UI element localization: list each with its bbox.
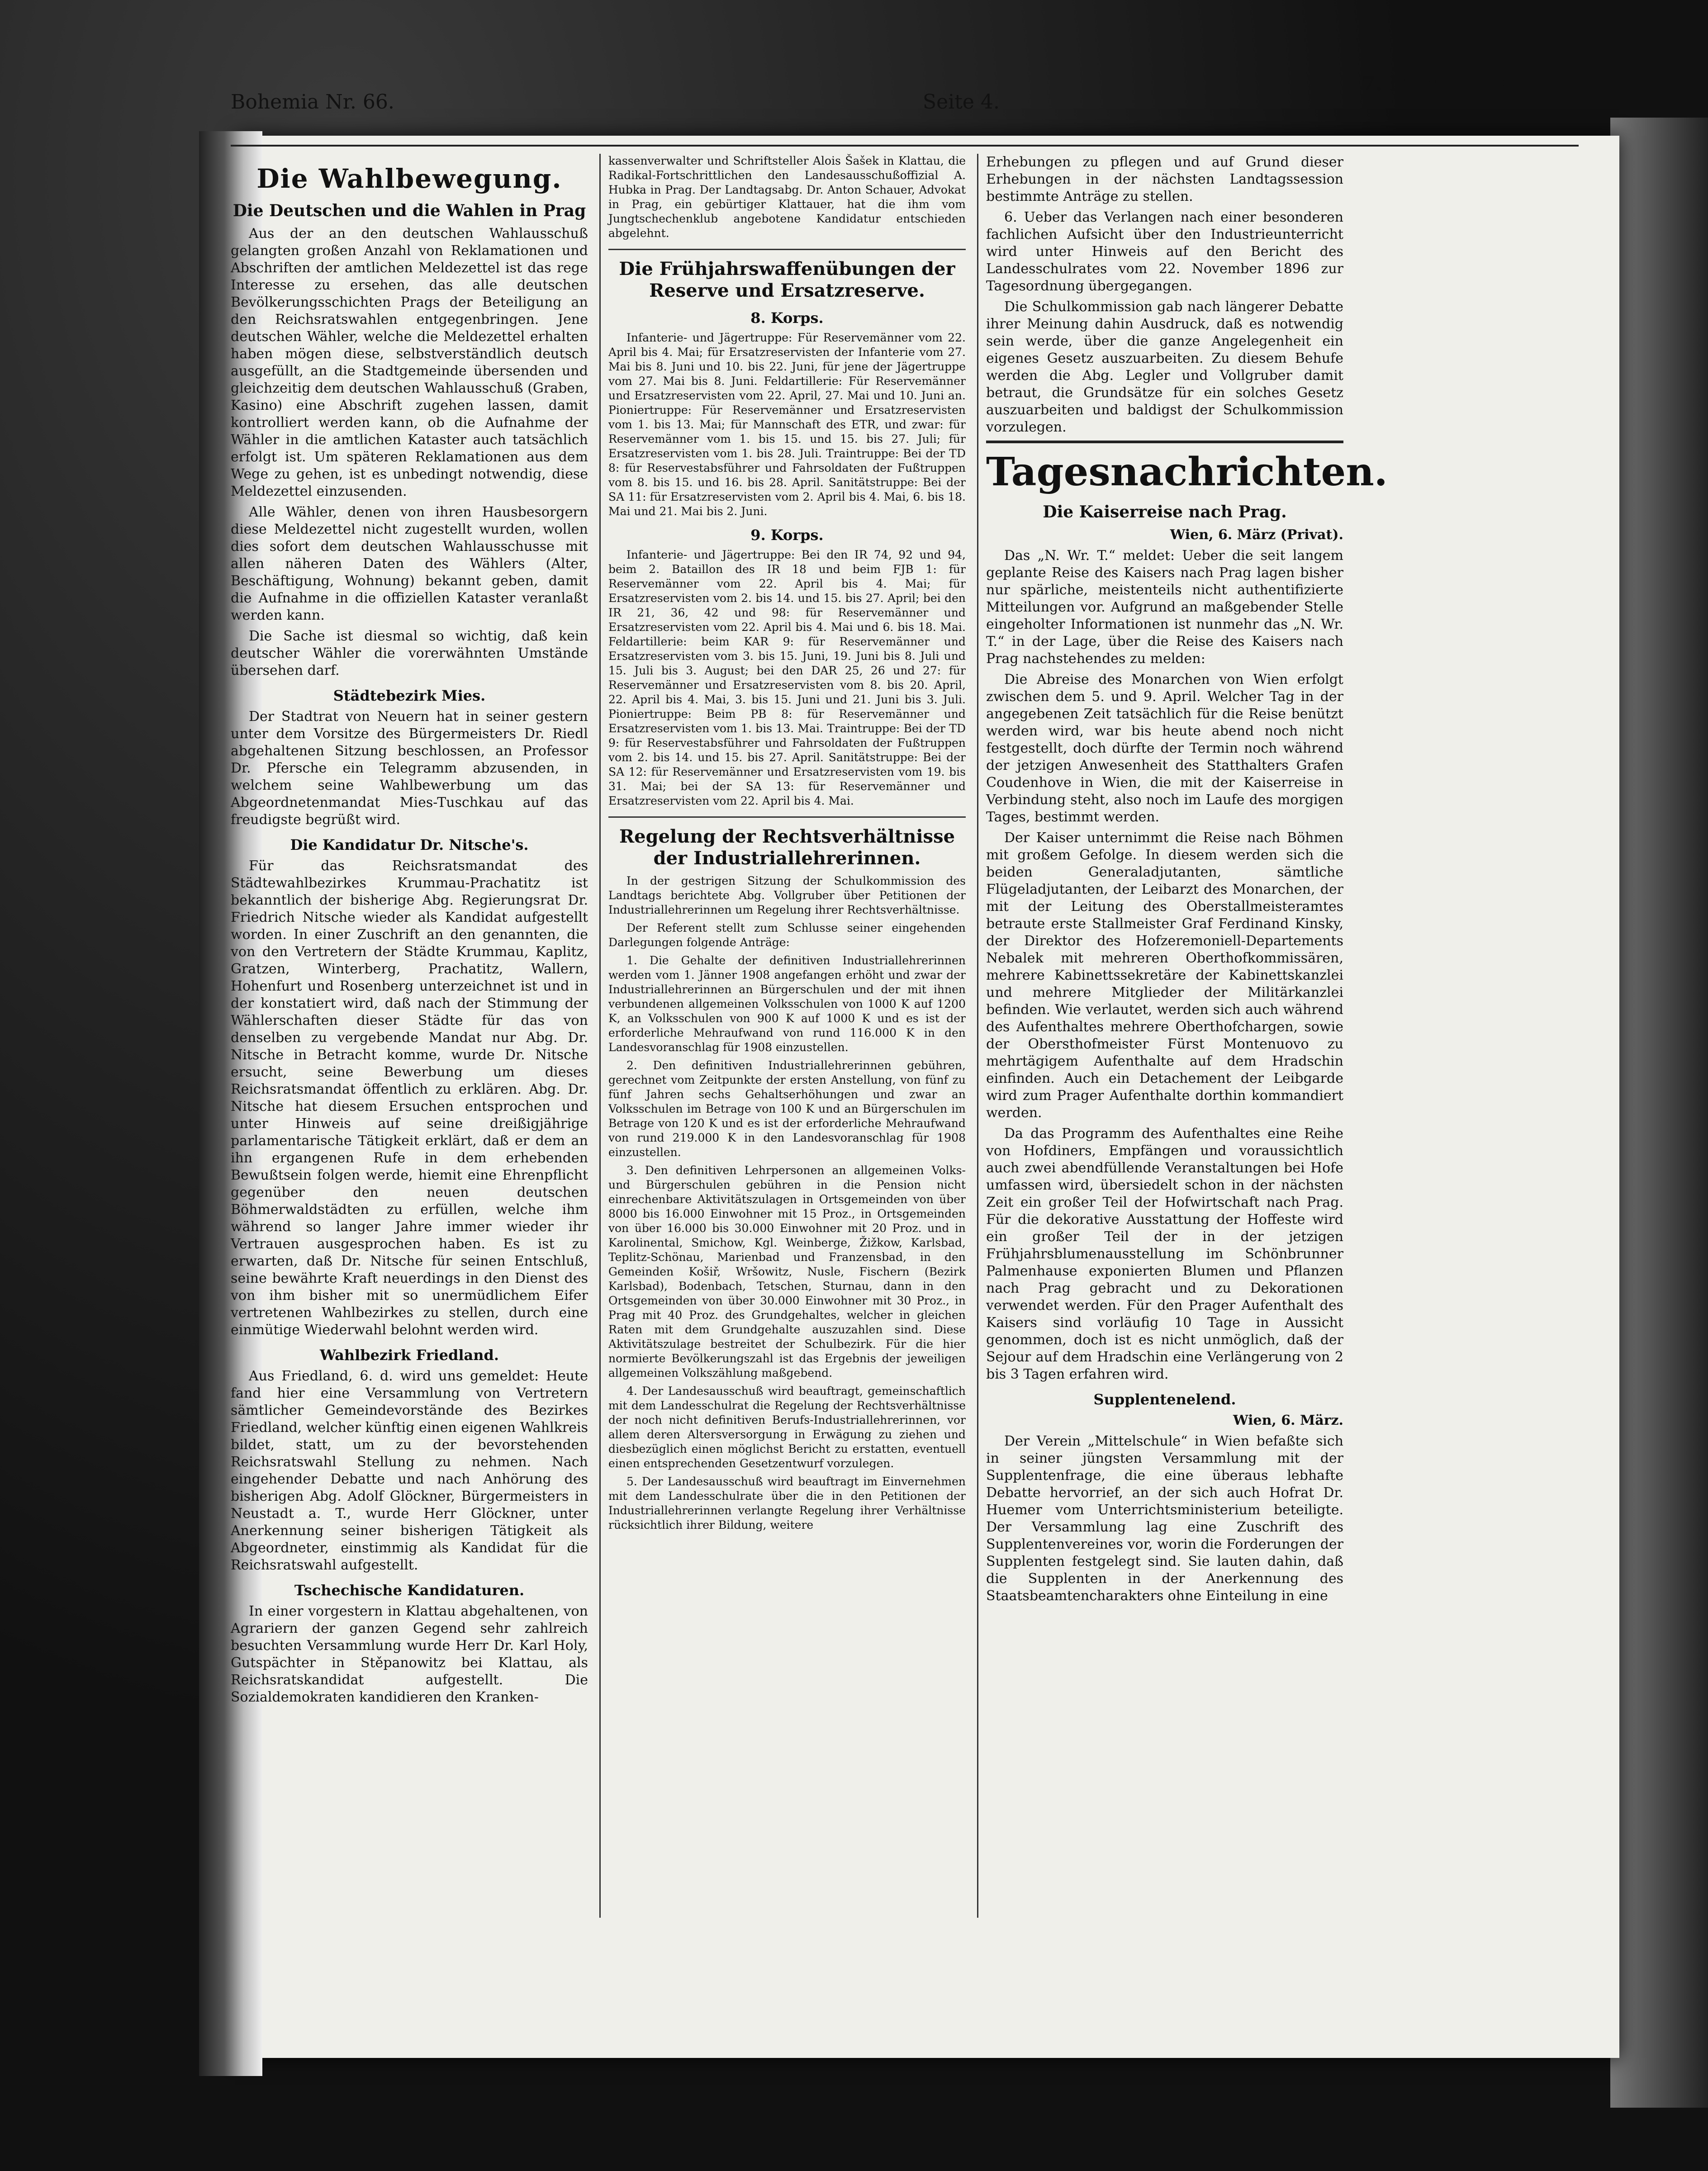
paragraph: Da das Programm des Aufenthaltes eine Reihe von Hofdiners, Empfängen und voraussichtlich auch zwei abendfüllende Veranstaltungen bei Hofe umfassen wird, übersiedelt schon in der nächsten Zeit ein großer Teil der Hofwirtschaft nach Prag. Für die dekorative Ausstattung der Hoffeste wird ein großer Teil der in der jetzigen Frühjahrsblumenausstellung im Schönbrunner Palmenhause exponierten Blumen und Pflanzen nach Prag gebracht und zu Dekorationen verwendet werden. Für den Prager Aufenthalt des Kaisers sind vorläufig 10 Tage in Aussicht genommen, doch ist es nicht unmöglich, daß der Sejour auf dem Hradschin eine Verlängerung von 2 bis 3 Tagen erfahren wird. — [986, 1126, 1343, 1382]
paragraph: Die Sache ist diesmal so wichtig, daß kein deutscher Wähler die vorerwähnten Umstände übersehen darf. — [231, 628, 588, 678]
header-page-number: Seite 4. — [923, 90, 1000, 114]
column-1 — [231, 154, 588, 1918]
paragraph: Aus der an den deutschen Wahlausschuß gelangten großen Anzahl von Reklamationen und Abschriften der amtlichen Meldezettel ist das rege Interesse zu ersehen, das alle deutschen Bevölkerungsschichten Prags der Beteiligung an den Reichsratswahlen entgegenbringen. Jene deutschen Wähler, welche die Meldezettel erhalten haben mögen diese, selbstverständlich deutsch ausgefüllt, an die Stadtgemeinde übersenden und gleichzeitig dem deutschen Wahlausschuß (Graben, Kasino) eine Abschrift zugehen lassen, damit kontrolliert werden kann, ob die Aufnahme der Wähler in die amtlichen Kataster auch tatsächlich erfolgt ist. Um späteren Reklamationen aus dem Wege zu gehen, ist es unbedingt notwendig, diese Meldezettel einzusenden. — [231, 226, 588, 499]
paragraph: Infanterie- und Jägertruppe: Für Reservemänner vom 22. April bis 4. Mai; für Ersatzreservisten der Infanterie vom 27. Mai bis 8. Juni und 10. bis 22. Juni, für jene der Jägertruppe vom 27. Mai bis 8. Juni. Feldartillerie: Für Reservemänner und Ersatzreservisten vom 22. April, 27. Mai und 10. Juni an. Pioniertruppe: Für Reservemänner und Ersatzreservisten vom 1. bis 13. Mai; für Mannschaft des ETR, und zwar: für Reservemänner vom 1. bis 15. und 15. bis 27. Juli; für Ersatzreservisten vom 1. bis 28. Juli. Traintruppe: Bei der TD 8: für Reservestabsführer und Fahrsoldaten der Fußtruppen vom 8. bis 15. und 16. bis 28. April. Sanitätstruppe: Bei der SA 11: für Ersatzreservisten vom 2. April bis 4. Mai, 6. bis 18. Mai und 21. Mai bis 2. Juni. — [608, 331, 966, 518]
next-page-edge — [1610, 118, 1708, 2108]
column-3 — [986, 154, 1388, 1918]
paragraph: Der Verein „Mittelschule“ in Wien befaßte sich in seiner jüngsten Versammlung mit der Supplentenfrage, die eine überaus lebhafte Debatte hervorrief, an der sich auch Hofrat Dr. Huemer vom Unterrichtsministerium beteiligte. Der Versammlung lag eine Zuschrift des Supplentenvereines vor, worin die Forderungen der Supplenten festgelegt sind. Sie lauten dahin, daß die Supplenten in der Anerkennung des Staatsbeamtencharakters ohne Einteilung in eine — [986, 1433, 1343, 1604]
paragraph: Alle Wähler, denen von ihren Hausbesorgern diese Meldezettel nicht zugestellt wurden, wollen dies sofort dem deutschen Wahlausschusse mit allen näheren Daten des Wählers (Alter, Beschäftigung, Wohnung) bekannt geben, damit die Aufnahme in die offiziellen Kataster veranlaßt werden kann. — [231, 504, 588, 623]
header-issue: Bohemia Nr. 66. — [231, 90, 394, 114]
subheading: Städtebezirk Mies. — [333, 687, 486, 704]
subheading: Die Deutschen und die Wahlen in Prag — [232, 201, 586, 220]
article-title-waffenuebungen: Die Frühjahrswaffenübungen der Reserve und Ersatzreserve. — [619, 258, 955, 301]
subheading: Supplentenelend. — [1093, 1391, 1236, 1408]
section-title-tagesnachrichten: Tagesnachrichten. — [986, 441, 1343, 495]
paragraph: Erhebungen zu pflegen und auf Grund dieser Erhebungen in der nächsten Landtagssession bestimmte Anträge zu stellen. — [986, 154, 1343, 204]
paragraph: Die Schulkommission gab nach längerer Debatte ihrer Meinung dahin Ausdruck, daß es notwendig sein werde, über die ganze Angelegenheit ein eigenes Gesetz auszuarbeiten. Zu diesem Behufe werden die Abg. Legler und Vollgruber damit betraut, die Grundsätze für ein solches Gesetz auszuarbeiten und baldigst der Schulkommission vorzulegen. — [986, 299, 1343, 435]
paragraph: In der gestrigen Sitzung der Schulkommission des Landtags berichtete Abg. Vollgruber über Petitionen der Industriallehrerinnen um Regelung ihrer Rechtsverhältnisse. — [608, 874, 966, 916]
subheading: Die Kaiserreise nach Prag. — [1043, 502, 1287, 521]
dateline: Wien, 6. März (Privat). — [1170, 527, 1343, 543]
subheading: Tschechische Kandidaturen. — [294, 1582, 525, 1599]
header-rule — [231, 145, 1579, 147]
paragraph: Infanterie- und Jägertruppe: Bei den IR 74, 92 und 94, beim 2. Bataillon des IR 18 und beim FJB 1: für Reservemänner vom 22. April bis 4. Mai; für Ersatzreservisten vom 2. bis 14. und 15. bis 27. April; bei den IR 21, 36, 42 und 98: für Reservemänner und Ersatzreservisten vom 22. April bis 4. Mai und 6. bis 18. Mai. Feldartillerie: beim KAR 9: für Reservemänner und Ersatzreservisten vom 3. bis 15. Juni, 19. Juni bis 8. Juli und 15. Juli bis 3. August; bei den DAR 25, 26 und 27: für Reservemänner und Ersatzreservisten vom 8. bis 20. April, 22. April bis 4. Mai, 3. bis 15. Juni und 21. Juni bis 3. Juli. Pioniertruppe: Beim PB 8: für Reservemänner und Ersatzreservisten vom 1. bis 13. Mai. Traintruppe: Bei der TD 9: für Reservestabsführer und Fahrsoldaten der Fußtruppen vom 2. bis 14. und 15. bis 27. April. Sanitätstruppe: Bei der SA 12: für Reservemänner und Ersatzreservisten vom 19. bis 31. Mai; bei der SA 13: für Reservemänner und Ersatzreservisten vom 22. April bis 4. Mai. — [608, 548, 966, 807]
paragraph: Der Referent stellt zum Schlusse seiner eingehenden Darlegungen folgende Anträge: — [608, 921, 966, 949]
page-header — [208, 72, 1515, 122]
column-divider-1 — [599, 154, 601, 1918]
paragraph: kassenverwalter und Schriftsteller Alois Šašek in Klattau, die Radikal-Fortschrittlichen den Landesausschußoffizial A. Hubka in Prag. Der Landtagsabg. Dr. Anton Schauer, Advokat in Prag, ein gebürtiger Klattauer, hat die ihm vom Jungtschechenklub angebotene Kandidatur entschieden abgelehnt. — [608, 154, 966, 240]
subheading: Die Kandidatur Dr. Nitsche's. — [290, 836, 529, 853]
subheading: Wahlbezirk Friedland. — [319, 1346, 499, 1364]
header-date: 7. März 1907. — [1362, 72, 1515, 95]
article-rule — [608, 249, 966, 250]
paragraph: 2. Den definitiven Industriallehrerinnen gebühren, gerechnet vom Zeitpunkte der ersten Anstellung, von fünf zu fünf Jahren sechs Gehaltserhöhungen und zwar an Volksschulen im Betrage von 100 K und an Bürgerschulen im Betrage von 120 K und es ist der erforderliche Mehraufwand von rund 219.000 K in den Landesvoranschlag für 1908 einzustellen. — [608, 1059, 966, 1159]
paragraph: 5. Der Landesausschuß wird beauftragt im Einvernehmen mit dem Landesschulrate über die in den Petitionen der Industriallehrerinnen verlangte Regelung ihrer Verhältnisse rücksichtlich ihrer Bildung, weitere — [608, 1475, 966, 1531]
paragraph: Das „N. Wr. T.“ meldet: Ueber die seit langem geplante Reise des Kaisers nach Prag lagen bisher nur spärliche, meistenteils nicht authentifizierte Mitteilungen vor. Aufgrund an maßgebender Stelle eingeholter Informationen ist nunmehr das „N. Wr. T.“ in der Lage, über die Reise des Kaisers nach Prag nachstehendes zu melden: — [986, 548, 1343, 667]
column-2 — [608, 154, 966, 1918]
paragraph: 6. Ueber das Verlangen nach einer besonderen fachlichen Aufsicht über den Industrieunterricht wird unter Hinweis auf den Bericht des Landesschulrates vom 22. November 1896 zur Tagesordnung übergegangen. — [986, 209, 1343, 294]
paragraph: Aus Friedland, 6. d. wird uns gemeldet: Heute fand hier eine Versammlung von Vertretern sämtlicher Gemeindevorstände des Bezirkes Friedland, welcher künftig einen eigenen Wahlkreis bildet, statt, um zu der bevorstehenden Reichsratswahl Stellung zu nehmen. Nach eingehender Debatte und nach Anhörung des bisherigen Abg. Adolf Glöckner, Bürgermeisters in Neustadt a. T., wurde Herr Glöckner, unter Anerkennung seiner bisherigen Tätigkeit als Abgeordneter, einstimmig als Kandidat für die Reichsratswahl aufgestellt. — [231, 1368, 588, 1573]
paragraph: 4. Der Landesausschuß wird beauftragt, gemeinschaftlich mit dem Landesschulrat die Regelung der Rechtsverhältnisse der noch nicht definitiven Berufs-Industriallehrerinnen, vor allem deren Altersversorgung in Erwägung zu ziehen und diesbezüglich einen möglichst Bericht zu erstatten, eventuell einen entsprechenden Gesetzentwurf vorzulegen. — [608, 1384, 966, 1470]
article-title-wahlbewegung: Die Wahlbewegung. — [256, 163, 562, 194]
article-rule — [608, 816, 966, 818]
dateline: Wien, 6. März. — [1233, 1413, 1343, 1428]
paragraph: Für das Reichsratsmandat des Städtewahlbezirkes Krummau-Prachatitz ist bekanntlich der bisherige Abg. Regierungsrat Dr. Friedrich Nitsche wieder als Kandidat aufgestellt worden. In einer Zuschrift an den genannten, die von den Vertretern der Städte Krummau, Kaplitz, Gratzen, Winterberg, Prachatitz, Wallern, Hohenfurt und Rosenberg unterzeichnet ist und in der konstatiert wird, daß nach der Stimmung der Wählerschaften dieser Städte für das von denselben zu vergebende Mandat nur Abg. Dr. Nitsche in Betracht komme, wurde Dr. Nitsche ersucht, seine Bewerbung um dieses Reichsratsmandat öffentlich zu erklären. Abg. Dr. Nitsche hat diesem Ersuchen entsprochen und unter Hinweis auf seine dreißigjährige parlamentarische Tätigkeit erklärt, daß er dem an ihn ergangenen Rufe in dem erhebenden Bewußtsein folgen werde, hiemit eine Ehrenpflicht gegenüber den neuen deutschen Böhmerwaldstädten zu erfüllen, welche ihm während so langer Jahre immer wieder ihr Vertrauen ausgesprochen haben. Es ist zu erwarten, daß Dr. Nitsche für seinen Entschluß, seine bewährte Kraft neuerdings in den Dienst des von ihm bisher mit so unermüdlichem Eifer vertretenen Wahlbezirkes zu stellen, durch eine einmütige Wiederwahl belohnt werden wird. — [231, 858, 588, 1338]
column-divider-2 — [977, 154, 978, 1918]
paragraph: Der Kaiser unternimmt die Reise nach Böhmen mit großem Gefolge. In diesem werden sich die beiden Generaladjutanten, sämtliche Flügeladjutanten, der Leibarzt des Monarchen, der mit der Leitung des Oberstallmeisteramtes betraute erste Stallmeister Graf Ferdinand Kinsky, der Direktor des Hofzeremoniell-Departements Nebalek mit mehreren Oberthofkommissären, mehrere Kabinettssekretäre der Kabinettskanzlei und mehrere Mitglieder der Militärkanzlei befinden. Wie verlautet, werden sich auch während des Aufenthaltes mehrere Oberthofchargen, sowie der Obersthofmeister Fürst Montenuovo zu mehrtägigem Aufenthalte auf dem Hradschin einfinden. Auch ein Detachement der Leibgarde wird zum Prager Aufenthalte dorthin kommandiert werden. — [986, 830, 1343, 1121]
subheading: 8. Korps. — [750, 309, 824, 327]
paragraph: Der Stadtrat von Neuern hat in seiner gestern unter dem Vorsitze des Bürgermeisters Dr. Riedl abgehaltenen Sitzung beschlossen, an Professor Dr. Pfersche ein Telegramm abzusenden, in welchem seine Wahlbewerbung um das Abgeordnetenmandat Mies-Tuschkau auf das freudigste begrüßt wird. — [231, 709, 588, 828]
paragraph: 3. Den definitiven Lehrpersonen an allgemeinen Volks- und Bürgerschulen gebühren in die Pension nicht einrechenbare Aktivitätszulagen in Ortsgemeinden von über 8000 bis 16.000 Einwohner mit 15 Proz., in Ortsgemeinden von über 16.000 bis 30.000 Einwohner mit 20 Proz. und in Karolinental, Smichow, Kgl. Weinberge, Žižkow, Karlsbad, Teplitz-Schönau, Marienbad und Franzensbad, in den Gemeinden Košiř, Wršowitz, Nusle, Fischern (Bezirk Karlsbad), Bodenbach, Tetschen, Sturnau, dann in den Ortsgemeinden von über 30.000 Einwohner mit 30 Proz., in Prag mit 40 Proz. des Grundgehaltes, welcher in gleichen Raten mit dem Grundgehalte auszuzahlen sind. Diese Aktivitätszulage bestreitet der Schulbezirk. Für die hier normierte Bevölkerungszahl ist das Ergebnis der jeweiligen allgemeinen Volkszählung maßgebend. — [608, 1164, 966, 1379]
paragraph: In einer vorgestern in Klattau abgehaltenen, von Agrariern der ganzen Gegend sehr zahlreich besuchten Versammlung wurde Herr Dr. Karl Holy, Gutspächter in Stěpanowitz bei Klattau, als Reichsratskandidat aufgestellt. Die Sozialdemokraten kandidieren den Kranken- — [231, 1603, 588, 1705]
article-title-industriallehrerinnen: Regelung der Rechtsverhältnisse der Industriallehrerinnen. — [619, 826, 955, 869]
paragraph: 1. Die Gehalte der definitiven Industriallehrerinnen werden vom 1. Jänner 1908 angefangen erhöht und zwar der Industriallehrerinnen an Bürgerschulen und der mit ihnen verbundenen allgemeinen Volksschulen von 1000 K auf 1200 K, an Volksschulen von 900 K auf 1000 K und es ist der erforderliche Mehraufwand von rund 116.000 K in den Landesvoranschlag für 1908 einzustellen. — [608, 954, 966, 1054]
paragraph: Die Abreise des Monarchen von Wien erfolgt zwischen dem 5. und 9. April. Welcher Tag in der angegebenen Zeit tatsächlich für die Reise benützt werden wird, war bis heute abend noch nicht festgestellt, doch dürfte der Termin noch während der jetzigen Anwesenheit des Statthalters Grafen Coudenhove in Wien, die mit der Kaiserreise in Verbindung steht, also noch im Laufe des morgigen Tages, bestimmt werden. — [986, 672, 1343, 825]
subheading: 9. Korps. — [750, 526, 824, 544]
